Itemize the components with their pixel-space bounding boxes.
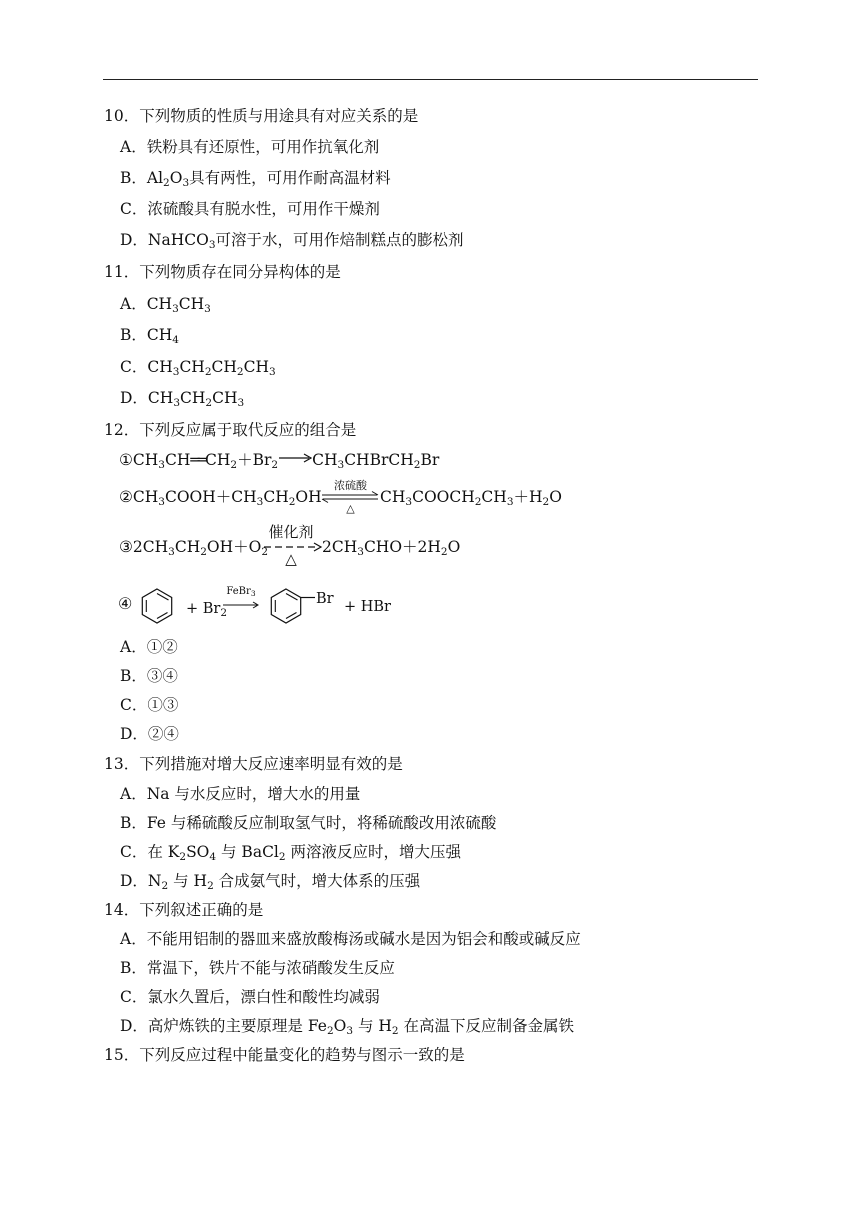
q10-option-c: C．浓硫酸具有脱水性，可用作干燥剂 (120, 200, 380, 218)
q12-reaction-1: $①CH_3CH══CH_2+Br_2$ $CH_3CHBrCH_2Br$ (119, 451, 440, 471)
q12-r4-hbr: + HBr (344, 599, 391, 615)
q10-option-d: D．NaHCO$_3$可溶于水，可用作焙制糕点的膨松剂 (120, 231, 464, 251)
bromobenzene-structure-icon (266, 586, 316, 626)
q13-option-a: A．Na 与水反应时，增大水的用量 (120, 785, 361, 803)
q11-stem: 11．下列物质存在同分异构体的是 (104, 263, 341, 281)
q12-r4-bromo-label: Br (316, 591, 334, 607)
q12-r3-condition-bottom: △ (285, 550, 297, 568)
q14-option-c: C．氯水久置后，漂白性和酸性均减弱 (120, 988, 380, 1006)
q11-option-d: D．$CH_3CH_2CH_3$ (120, 389, 245, 409)
q12-reaction-3-reactants: $③2CH_3CH_2OH+O_2$ (119, 538, 269, 558)
q12-reaction-2-products: $CH_3COOCH_2CH_3+H_2O$ (380, 488, 562, 508)
q12-option-c: C．①③ (120, 696, 179, 714)
q12-r4-bromine: + $Br_2$ (186, 601, 228, 619)
q14-stem: 14．下列叙述正确的是 (104, 901, 264, 919)
q14-option-b: B．常温下，铁片不能与浓硝酸发生反应 (120, 959, 395, 977)
q15-stem: 15．下列反应过程中能量变化的趋势与图示一致的是 (104, 1046, 465, 1064)
q12-option-a: A．①② (120, 638, 178, 656)
q12-stem: 12．下列反应属于取代反应的组合是 (104, 421, 357, 439)
benzene-ring-icon (137, 586, 177, 626)
reaction-arrow-icon (278, 452, 312, 464)
q10-option-b: B．$Al_2O_3$具有两性，可用作耐高温材料 (120, 169, 391, 189)
q14-option-d: D．高炉炼铁的主要原理是 $Fe_2O_3$ 与 $H_2$ 在高温下反应制备金属铁 (120, 1017, 575, 1037)
q11-option-a: A．$CH_3CH_3$ (120, 295, 211, 315)
q13-stem: 13．下列措施对增大反应速率明显有效的是 (104, 755, 403, 773)
q12-r3-condition-top: 催化剂 (268, 523, 314, 541)
q12-r4-catalyst: FeBr$_3$ (226, 586, 256, 598)
q12-option-b: B．③④ (120, 667, 178, 685)
q11-option-c: C．$CH_3CH_2CH_2CH_3$ (120, 358, 276, 378)
q11-option-b: B．$CH_4$ (120, 326, 179, 346)
reaction-arrow-icon (222, 600, 260, 610)
q12-reaction-3-products: $2CH_3CHO+2H_2O$ (322, 538, 461, 558)
q14-option-a: A．不能用铝制的器皿来盛放酸梅汤或碱水是因为铝会和酸或碱反应 (120, 930, 581, 948)
q10-option-a: A．铁粉具有还原性，可用作抗氧化剂 (120, 138, 380, 156)
q12-reaction-4-number: ④ (118, 594, 133, 613)
header-rule (103, 79, 758, 80)
q12-option-d: D．②④ (120, 725, 179, 743)
q13-option-b: B．Fe 与稀硫酸反应制取氢气时，将稀硫酸改用浓硫酸 (120, 814, 497, 832)
q13-option-c: C．在 $K_2SO_4$ 与 BaCl$_2$ 两溶液反应时，增大压强 (120, 843, 462, 863)
q12-r2-condition-top: 浓硫酸 (334, 479, 367, 492)
q10-stem: 10．下列物质的性质与用途具有对应关系的是 (104, 107, 419, 125)
q12-reaction-2-reactants: $②CH_3COOH+CH_3CH_2OH$ (119, 488, 322, 508)
q12-r2-condition-bottom: △ (346, 502, 355, 515)
q13-option-d: D．$N_2$ 与 $H_2$ 合成氨气时，增大体系的压强 (120, 872, 421, 892)
